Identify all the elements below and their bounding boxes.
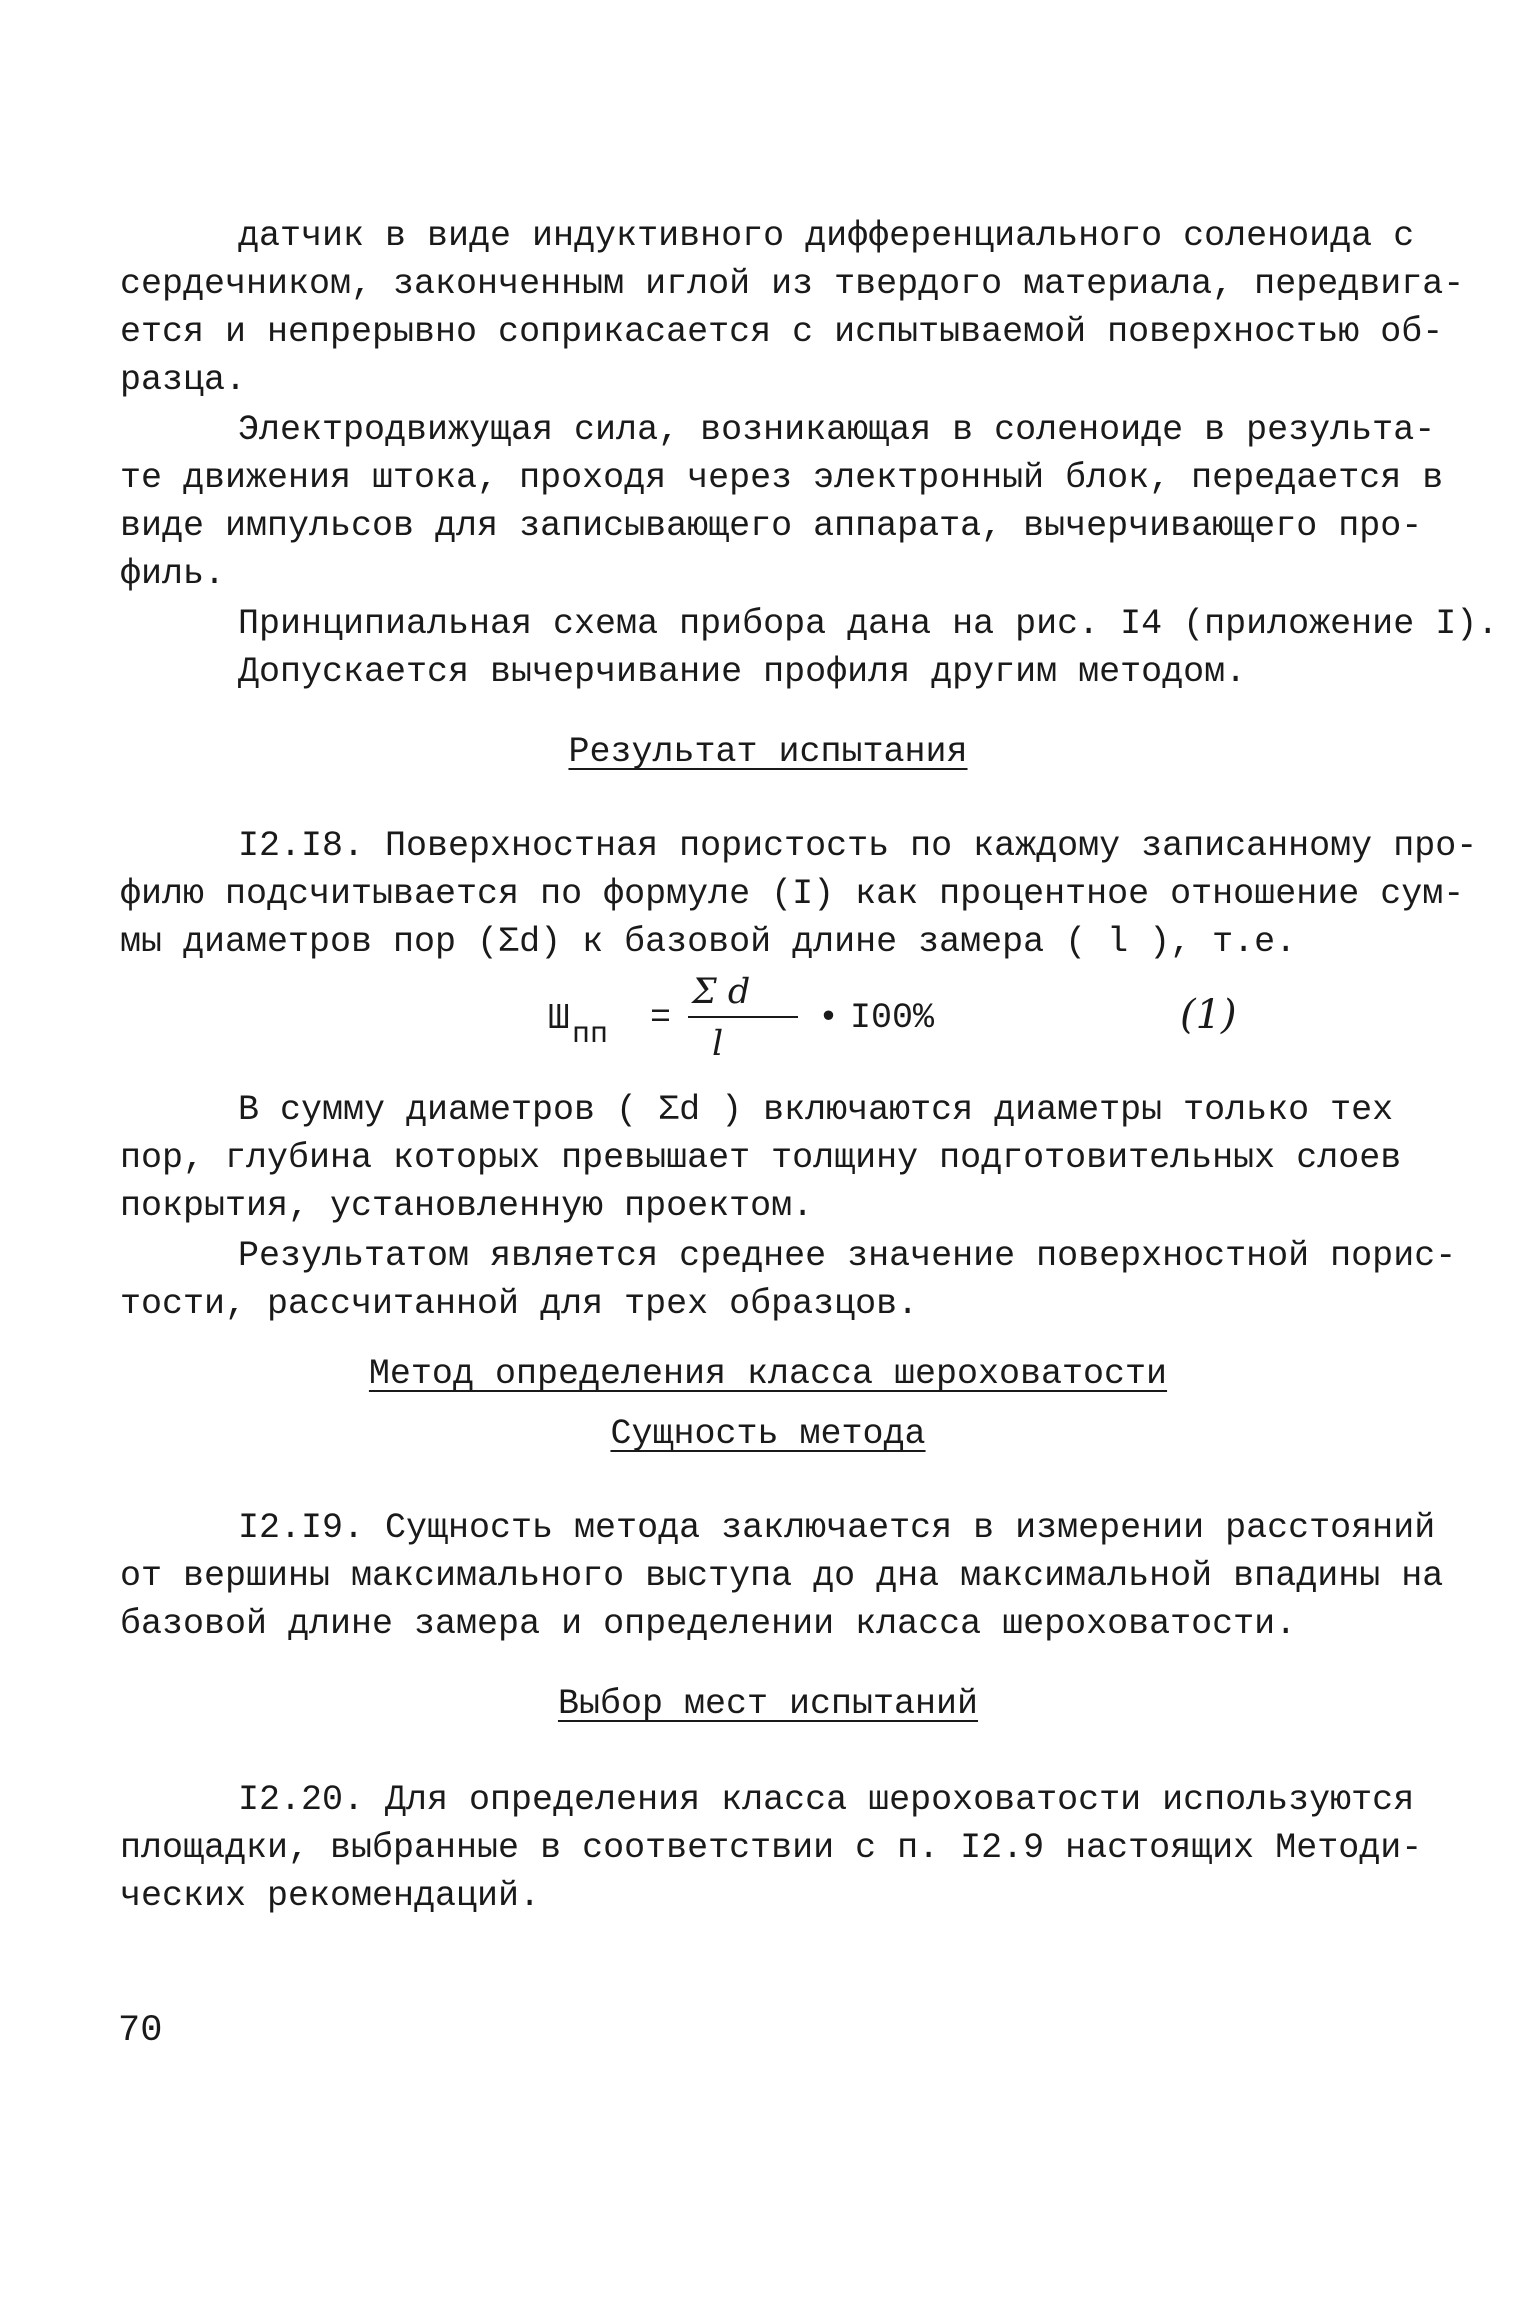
text-line: те движения штока, проходя через электронный блок, передается в (120, 458, 1444, 498)
formula-denominator: l (712, 1024, 724, 1064)
text-line: I2.I9. Сущность метода заключается в измерении расстояний (238, 1508, 1436, 1548)
page-number: 70 (118, 2010, 163, 2052)
formula-factor: I00% (850, 998, 935, 1038)
text-line: филь. (120, 554, 226, 594)
heading-test-sites (0, 1682, 1536, 1726)
text-line: виде импульсов для записывающего аппарата, вычерчивающего про- (120, 506, 1423, 546)
text-line: тости, рассчитанной для трех образцов. (120, 1284, 919, 1324)
text-line: разца. (120, 360, 247, 400)
heading-text: Метод определения класса шероховатости (368, 1354, 1168, 1394)
text-line: датчик в виде индуктивного дифференциального соленоида с (238, 216, 1415, 256)
fraction-bar (688, 1016, 798, 1018)
text-line: I2.I8. Поверхностная пористость по каждому записанному про- (238, 826, 1478, 866)
text-line: сердечником, законченным иглой из твердого материала, передвига- (120, 264, 1465, 304)
heading-test-result (0, 730, 1536, 774)
heading-roughness-method (0, 1352, 1536, 1396)
text-line: от вершины максимального выступа до дна максимальной впадины на (120, 1556, 1444, 1596)
formula-numerator: Σ d (692, 972, 751, 1012)
heading-text: Выбор мест испытаний (557, 1684, 979, 1724)
formula-equals: = (650, 998, 672, 1038)
text-line: Электродвижущая сила, возникающая в соленоиде в результа- (238, 410, 1436, 450)
text-line: площадки, выбранные в соответствии с п. I2.9 настоящих Методи- (120, 1828, 1423, 1868)
text-line: Допускается вычерчивание профиля другим методом. (238, 652, 1247, 692)
formula-number: (1) (1180, 992, 1237, 1038)
text-line: ется и непрерывно соприкасается с испытываемой поверхностью об- (120, 312, 1444, 352)
formula-lhs-subscript: пп (572, 1018, 609, 1052)
text-line: Принципиальная схема прибора дана на рис. I4 (приложение I). (238, 604, 1499, 644)
formula-porosity (0, 972, 1536, 1092)
text-line: покрытия, установленную проектом. (120, 1186, 814, 1226)
text-line: филю подсчитывается по формуле (I) как процентное отношение сум- (120, 874, 1465, 914)
text-line: ческих рекомендаций. (120, 1876, 541, 1916)
text-line: мы диаметров пор (Σd) к базовой длине замера ( l ), т.е. (120, 922, 1297, 962)
heading-method-essence (0, 1412, 1536, 1456)
text-line: В сумму диаметров ( Σd ) включаются диаметры только тех (238, 1090, 1394, 1130)
text-line: базовой длине замера и определении класса шероховатости. (120, 1604, 1297, 1644)
heading-text: Сущность метода (610, 1414, 926, 1454)
text-line: пор, глубина которых превышает толщину подготовительных слоев (120, 1138, 1402, 1178)
text-line: I2.20. Для определения класса шероховатости используются (238, 1780, 1415, 1820)
text-line: Результатом является среднее значение поверхностной порис- (238, 1236, 1457, 1276)
heading-text: Результат испытания (568, 732, 968, 772)
formula-times: • (818, 998, 840, 1038)
formula-lhs: Ш (548, 998, 570, 1039)
